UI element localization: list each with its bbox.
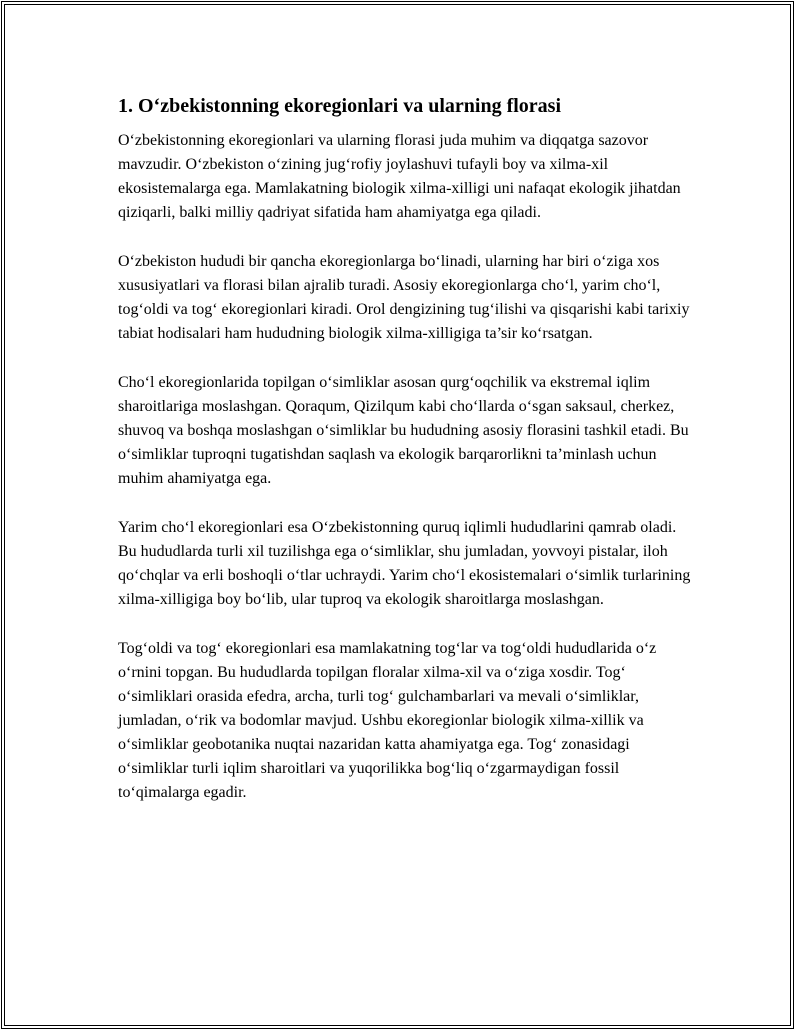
paragraph-intro: O‘zbekistonning ekoregionlari va ularning florasi juda muhim va diqqatga sazovor mavzudir. O‘zbekiston o‘zining jug‘rofiy joylashuvi tufayli boy va xilma-xil ekosistemalarga ega. Mamlakatning biologik xilma-xilligi uni nafaqat ekologik jihatdan qiziqarli, balki milliy qadriyat sifatida ham ahamiyatga ega qiladi.: [118, 132, 681, 221]
document-body: [118, 93, 693, 830]
paragraph-semi-desert: Yarim cho‘l ekoregionlari esa O‘zbekistonning quruq iqlimli hududlarini qamrab oladi. Bu hududlarda turli xil tuzilishga ega o‘simliklar, shu jumladan, yovvoyi pistalar, iloh qo‘chqlar va erli boshoqli o‘tlar uchraydi. Yarim cho‘l ekosistemalari o‘simlik turlarining xilma-xilligiga boy bo‘lib, ular tuproq va ekologik sharoitlarga moslashgan.: [118, 519, 691, 608]
section-heading: 1. O‘zbekistonning ekoregionlari va ularning florasi: [118, 95, 561, 117]
paragraph-ecoregions: O‘zbekiston hududi bir qancha ekoregionlarga bo‘linadi, ularning har biri o‘ziga xos xususiyatlari va florasi bilan ajralib turadi. Asosiy ekoregionlarga cho‘l, yarim cho‘l, tog‘oldi va tog‘ ekoregionlari kiradi. Orol dengizining tug‘ilishi va qisqarishi kabi tarixiy tabiat hodisalari ham hududning biologik xilma-xilligiga ta’sir ko‘rsatgan.: [118, 253, 690, 342]
paragraph-desert: Cho‘l ekoregionlarida topilgan o‘simliklar asosan qurg‘oqchilik va ekstremal iqlim sharoitlariga moslashgan. Qoraqum, Qizilqum kabi cho‘llarda o‘sgan saksaul, cherkez, shuvoq va boshqa moslashgan o‘simliklar bu hududning asosiy florasini tashkil etadi. Bu o‘simliklar tuproqni tugatishdan saqlash va ekologik barqarorlikni ta’minlash uchun muhim ahamiyatga ega.: [118, 374, 689, 487]
paragraph-mountain: Tog‘oldi va tog‘ ekoregionlari esa mamlakatning tog‘lar va tog‘oldi hududlarida o‘z o‘rnini topgan. Bu hududlarda topilgan floralar xilma-xil va o‘ziga xosdir. Tog‘ o‘simliklari orasida efedra, archa, turli tog‘ gulchambarlari va mevali o‘simliklar, jumladan, o‘rik va bodomlar mavjud. Ushbu ekoregionlar biologik xilma-xillik va o‘simliklar geobotanika nuqtai nazaridan katta ahamiyatga ega. Tog‘ zonasidagi o‘simliklar turli iqlim sharoitlari va yuqorilikka bog‘liq o‘zgarmaydigan fossil to‘qimalarga egadir.: [118, 640, 657, 801]
